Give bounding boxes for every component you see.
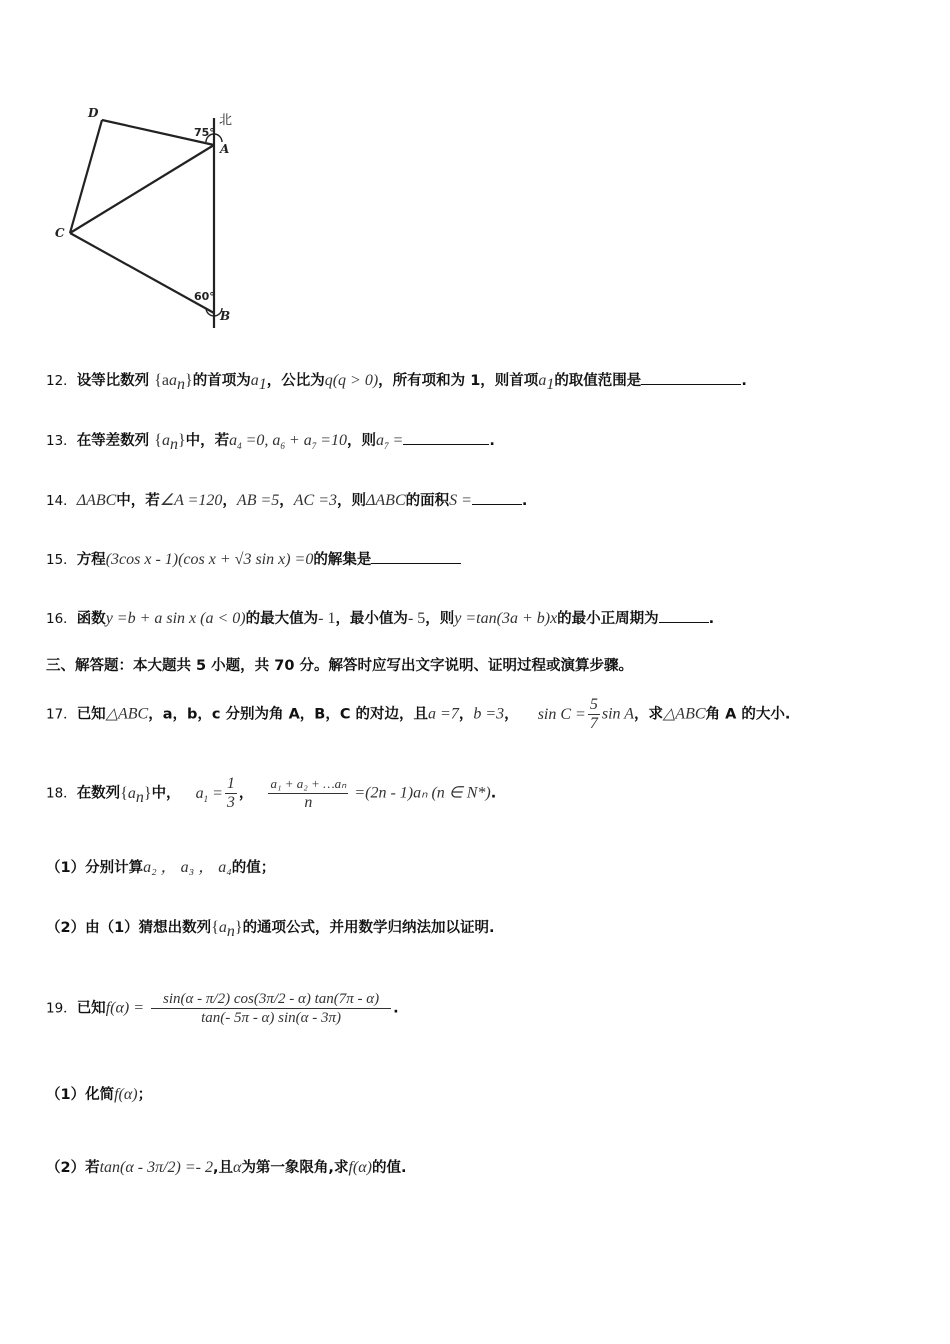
question-13: 13．在等差数列 $\{a_n\}$中，若$a_4 =0$, $a_6 + a_7 =10$，则$a_7$ = .: [46, 432, 495, 454]
label-D: D: [88, 106, 99, 120]
question-19-part-2: （2）若tan(α - 3π/2) =- 2,且α为第一象限角,求f(α)的值.: [46, 1159, 407, 1176]
question-18-part-1: （1）分别计算a₂ ， a₃ ， a₄的值；: [46, 859, 276, 876]
question-18: 18．在数列$\{a_n\}$中， $a_1$ = $\frac{1}{3}$ ， $\frac{\text{a₁ + a₂ + …aₙ}}{n}$ =(2n - 1)aₙ (n ∈ N*).: [46, 775, 497, 811]
angle-60: 60°: [194, 290, 215, 303]
question-17: 17．已知△ABC，a，b，c 分别为角 A，B，C 的对边，且a =7，b =3， sin C = $\frac{5}{7}$ sin A，求△ABC角 A 的大小.: [46, 696, 791, 732]
question-12: 12．设等比数列 $\{aa_n\}$的首项为$a_1$，公比为q(q > 0)，所有项和为 1，则首项$a_1$的取值范围是 .: [46, 372, 747, 394]
label-north: 北: [219, 113, 233, 128]
question-14: 14．ΔABC中，若∠A =120，AB =5，AC =3，则ΔABC的面积S = .: [46, 492, 528, 509]
label-B: B: [220, 309, 231, 323]
geometry-figure: [40, 100, 250, 340]
question-15: 15．方程(3cos x - 1)(cos x + √3 sin x) =0的解集是: [46, 549, 461, 570]
question-19: 19．已知f(α) = $\frac{\sin(\alpha - \pi/2) \cos(3\pi/2 - \alpha) \tan(7\pi - \alpha)}{\tan(- 5\pi - \alpha) \sin(\alpha - 3\pi)}$ .: [46, 991, 399, 1026]
label-C: C: [55, 226, 65, 240]
question-16: 16．函数y =b + a sin x (a < 0)的最大值为- 1，最小值为- 5，则y =tan(3a + b)x的最小正周期为 .: [46, 610, 715, 627]
question-19-part-1: （1）化简f(α)；: [46, 1086, 153, 1103]
section-3-heading: 三、解答题：本大题共 5 小题，共 70 分。解答时应写出文字说明、证明过程或演算步骤。: [46, 658, 633, 674]
question-18-part-2: （2）由（1）猜想出数列$\{a_n\}$的通项公式，并用数学归纳法加以证明.: [46, 919, 495, 941]
segment-CB: [70, 233, 214, 313]
angle-75: 75°: [194, 126, 215, 139]
label-A: A: [220, 142, 230, 156]
